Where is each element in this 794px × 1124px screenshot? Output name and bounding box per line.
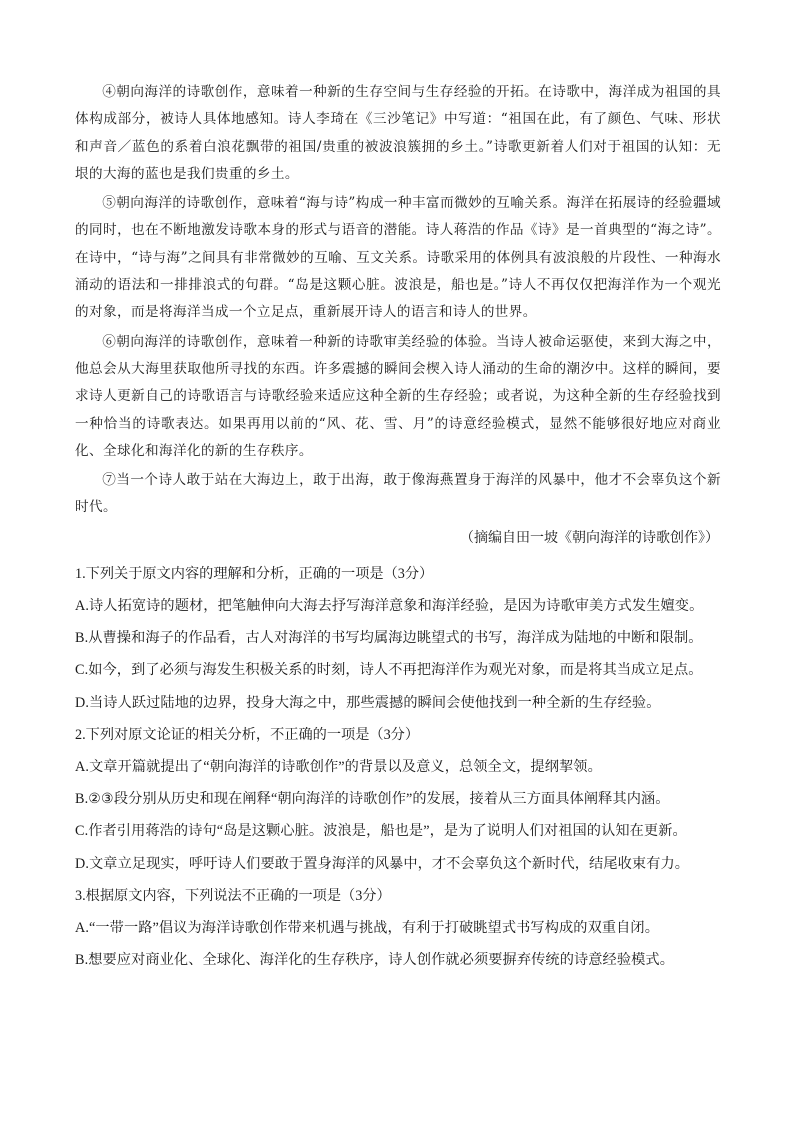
paragraph-4: ④朝向海洋的诗歌创作，意味着一种新的生存空间与生存经验的开拓。在诗歌中，海洋成为祖国的具体构成部分，被诗人具体地感知。诗人李琦在《三沙笔记》中写道：“祖国在此，有了颜色、气味、形状和声音／蓝色的系着白浪花飘带的祖国/贵重的被波浪簇拥的乡土。”诗歌更新着人们对于祖国的认知：无垠的大海的蓝也是我们贵重的乡土。 bbox=[75, 84, 721, 182]
paragraph-7: ⑦当一个诗人敢于站在大海边上，敢于出海，敢于像海燕置身于海洋的风暴中，他才不会辜负这个新时代。 bbox=[75, 472, 721, 516]
option-c: C.作者引用蒋浩的诗句“岛是这颗心脏。波浪是，船也是”，是为了说明人们对祖国的认知在更新。 bbox=[75, 823, 687, 840]
article-body bbox=[75, 79, 721, 552]
exam-page bbox=[75, 79, 721, 976]
option-d: D.当诗人跃过陆地的边界，投身大海之中，那些震撼的瞬间会使他找到一种全新的生存经验。 bbox=[75, 694, 661, 711]
option-c: C.如今，到了必须与海发生积极关系的时刻，诗人不再把海洋作为观光对象，而是将其当成立足点。 bbox=[75, 662, 703, 679]
source-citation: （摘编自田一坡《朝向海洋的诗歌创作》） bbox=[460, 530, 719, 546]
option-d: D.文章立足现实，呼吁诗人们要敢于置身海洋的风暴中，才不会辜负这个新时代，结尾收束有力。 bbox=[75, 855, 690, 872]
paragraph-6: ⑥朝向海洋的诗歌创作，意味着一种新的诗歌审美经验的体验。当诗人被命运驱使，来到大海之中，他总会从大海里获取他所寻找的东西。许多震撼的瞬间会楔入诗人涌动的生命的潮汐中。这样的瞬间，要求诗人更新自己的诗歌语言与诗歌经验来适应这种全新的生存经验；或者说，为这种全新的生存经验找到一种恰当的诗歌表达。如果再用以前的“风、花、雪、月”的诗意经验模式，显然不能够很好地应对商业化、全球化和海洋化的新的生存秩序。 bbox=[75, 333, 721, 459]
question-stem: 1.下列关于原文内容的理解和分析，正确的一项是（3分） bbox=[75, 565, 434, 582]
question-stem: 3.根据原文内容，下列说法不正确的一项是（3分） bbox=[75, 887, 391, 904]
question-1 bbox=[75, 558, 721, 719]
option-a: A.“一带一路”倡议为海洋诗歌创作带来机遇与挑战，有利于打破眺望式书写构成的双重自闭。 bbox=[75, 919, 660, 936]
option-a: A.文章开篇就提出了“朝向海洋的诗歌创作”的背景以及意义，总领全文，提纲挈领。 bbox=[75, 758, 602, 775]
question-2 bbox=[75, 719, 721, 880]
option-a: A.诗人拓宽诗的题材，把笔触伸向大海去抒写海洋意象和海洋经验，是因为诗歌审美方式发生嬗变。 bbox=[75, 597, 704, 614]
question-stem: 2.下列对原文论证的相关分析，不正确的一项是（3分） bbox=[75, 726, 420, 743]
question-3 bbox=[75, 880, 721, 977]
paragraph-5: ⑤朝向海洋的诗歌创作，意味着“海与诗”构成一种丰富而微妙的互喻关系。海洋在拓展诗的经验疆域的同时，也在不断地激发诗歌本身的形式与语音的潜能。诗人蒋浩的作品《诗》是一首典型的“海之诗”。在诗中，“诗与海”之间具有非常微妙的互喻、互文关系。诗歌采用的体例具有波浪般的片段性、一种海水涌动的语法和一排排浪式的句群。“岛是这颗心脏。波浪是，船也是。”诗人不再仅仅把海洋作为一个观光的对象，而是将海洋当成一个立足点，重新展开诗人的语言和诗人的世界。 bbox=[75, 195, 721, 321]
option-b: B.想要应对商业化、全球化、海洋化的生存秩序，诗人创作就必须要摒弃传统的诗意经验模式。 bbox=[75, 952, 675, 969]
option-b: B.②③段分别从历史和现在阐释“朝向海洋的诗歌创作”的发展，接着从三方面具体阐释其内涵。 bbox=[75, 791, 670, 808]
option-b: B.从曹操和海子的作品看，古人对海洋的书写均属海边眺望式的书写，海洋成为陆地的中断和限制。 bbox=[75, 630, 703, 647]
